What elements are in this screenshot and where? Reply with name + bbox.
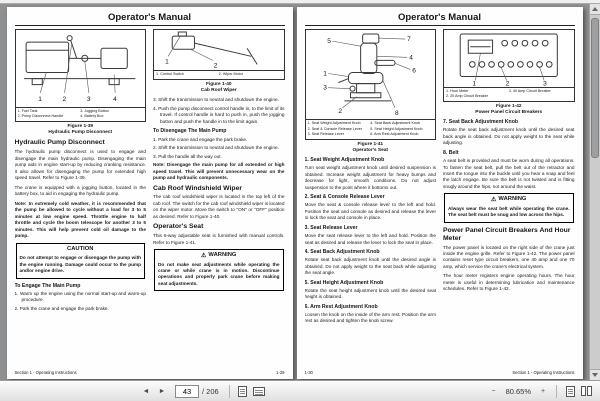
warning-box — [154, 249, 284, 291]
section-heading: Hydraulic Pump Disconnect — [14, 139, 105, 147]
figure-label: 3. 40 Amp Circuit Breaker — [508, 88, 551, 93]
figure-label: 3. Jogging Button — [80, 108, 109, 113]
list-step: 2. Shift the transmission to neutral and shutdown the engine. — [153, 145, 279, 151]
section-heading: 5. Seat Height Adjustment Knob — [304, 279, 384, 286]
figure-label: 2. Seat & Console Release Lever — [307, 126, 363, 131]
figure-label: 1. Control Switch — [156, 72, 184, 77]
manual-page-left — [7, 7, 293, 379]
list-step: 3. Shift the transmission to neutral and shutdown the engine. — [153, 97, 279, 103]
hydraulic-pump-disconnect-diagram — [16, 30, 146, 107]
svg-text:5: 5 — [326, 38, 331, 46]
figure-label: 2. Wiper Motor — [218, 72, 243, 77]
figure-label: 4. Seat Back Adjustment Knob — [370, 121, 421, 126]
figure-labels — [444, 87, 574, 101]
svg-text:3: 3 — [86, 95, 90, 103]
figure-1-41 — [305, 29, 437, 140]
next-page-button[interactable]: ► — [158, 387, 166, 395]
page-footer — [305, 368, 575, 375]
figure-caption: Figure 1-39 Hydraulic Pump Disconnect — [48, 123, 113, 136]
paragraph: Move the seat release lever to the left and hold. Position the seat as desired and release the lever to lock the seat in place. — [304, 233, 436, 245]
two-page-view-icon — [581, 386, 592, 396]
figure-label: 5. Seat Height Adjustment Knob — [370, 126, 423, 131]
scrollbar-up-button[interactable] — [590, 4, 600, 15]
svg-text:8: 8 — [394, 109, 399, 117]
vertical-scrollbar[interactable] — [589, 4, 600, 380]
paragraph: This 6-way adjustable seat is furnished with manual controls. Refer to Figure 1-41. — [153, 233, 285, 245]
svg-text:6: 6 — [411, 67, 416, 75]
section-heading: 8. Belt — [443, 149, 459, 156]
paragraph: Loosen the knob on the inside of the arm rest. Position the arm rest as desired and tighten the knob screw. — [304, 311, 436, 324]
figure-labels — [154, 70, 284, 79]
section-heading: Cab Roof Windshield Wiper — [153, 184, 242, 192]
prev-page-button[interactable]: ◄ — [142, 387, 150, 395]
paragraph: The cab roof windshield wiper is located in the top left of the cab roof. The switch for the cab roof windshield wiper is located on the wiper motor. Move the switch to "ON" or "OFF" position as desired. Refer to Figure 1-40. — [153, 194, 285, 219]
right-page-column-1 — [305, 29, 437, 368]
svg-text:1: 1 — [322, 70, 327, 78]
cab-roof-wiper-diagram — [154, 30, 284, 70]
svg-text:1: 1 — [165, 58, 169, 66]
paragraph: The hydraulic pump disconnect is used to engage and disengage the main hydraulic pump. Disengaging the main pump aids in engine start-up by reducing cranking resistance. It also allows for disengaging the pump for extended high speed travel. Refer to Figure 1-39. — [14, 149, 146, 181]
section-heading: To Disengage The Main Pump — [153, 128, 227, 135]
svg-text:4: 4 — [112, 95, 117, 103]
paragraph: Rotate seat back adjustment knob until the desired angle is obtained. Do not apply weight to the seat back while adjusting the seat angle. — [304, 257, 436, 276]
document-area — [0, 7, 589, 379]
paragraph: Move the seat & console release lever to the left and hold. Position the seat and console as desired and release the lever to lock the seat and console in place. — [304, 202, 436, 221]
warning-title: WARNING — [208, 252, 237, 259]
warning-title: WARNING — [498, 196, 527, 203]
two-page-view-button[interactable] — [578, 384, 594, 399]
svg-text:2: 2 — [213, 62, 218, 70]
svg-text:1: 1 — [37, 95, 42, 103]
svg-text:1: 1 — [472, 80, 476, 87]
svg-text:2: 2 — [505, 80, 510, 87]
page-navigation — [175, 385, 219, 398]
zoom-in-button[interactable]: + — [540, 387, 546, 395]
svg-text:7: 7 — [406, 36, 411, 44]
footer-page-number: 1-30 — [304, 370, 313, 375]
page-title: Operator's Manual — [15, 12, 285, 26]
figure-1-39 — [15, 29, 147, 122]
caution-box — [16, 243, 146, 279]
caution-title: CAUTION — [67, 245, 94, 252]
zoom-out-button[interactable]: − — [491, 387, 496, 395]
manual-page-right — [297, 7, 583, 379]
warning-triangle-icon: ⚠ — [491, 197, 497, 204]
section-heading: 2. Seat & Console Release Lever — [304, 194, 385, 201]
fit-width-button[interactable] — [251, 384, 267, 399]
warning-text: Always wear the seat belt while operating the crane. The seat belt must be snug and low across the hips. — [448, 205, 570, 218]
figure-label: 3. Seat Release Lever — [307, 132, 344, 137]
section-heading: 4. Seat Back Adjustment Knob — [304, 249, 380, 256]
single-page-view-button[interactable] — [562, 384, 578, 399]
paragraph: Rotate the seat back adjustment knob until the desired seat back angle is obtained. Do not apply weight to the seat while adjusting. — [443, 127, 575, 146]
top-toolbar-edge — [0, 0, 600, 4]
page-footer — [15, 368, 285, 375]
svg-text:2: 2 — [337, 107, 342, 115]
footer-section-label: Section 1 - Operating Instructions — [512, 370, 575, 375]
paragraph: Rotate the seat height adjustment knob until the desired seat height is obtained. — [304, 287, 436, 300]
page-number-input[interactable] — [175, 385, 199, 398]
section-heading: Power Panel Circuit Breakers And Hour Meter — [443, 226, 571, 242]
section-heading: 6. Arm Rest Adjustment Knob — [304, 303, 378, 310]
figure-label: 2. Pump Disconnect Handle — [17, 114, 64, 119]
caution-text: Do not attempt to engage or disengage the pump with the engine running. Damage could occur to the pump and/or engine drive. — [19, 255, 141, 274]
footer-page-number: 1-29 — [276, 370, 285, 375]
svg-text:3: 3 — [322, 84, 327, 92]
page-title: Operator's Manual — [305, 12, 575, 26]
scrollbar-thumb[interactable] — [591, 18, 599, 158]
list-step: 2. Park the crane and engage the park brake. — [14, 305, 109, 311]
figure-label: 1. Hour Meter — [446, 88, 469, 93]
single-page-view-icon — [566, 386, 575, 397]
section-heading: 7. Seat Back Adjustment Knob — [443, 119, 519, 126]
figure-labels — [16, 107, 146, 121]
figure-label: 1. Fuel Tank — [17, 108, 38, 113]
svg-text:3: 3 — [543, 80, 547, 87]
left-page-column-2 — [153, 29, 285, 368]
paragraph: The power panel is located on the right side of the crane just inside the engine grille. Refer to Figure 1-42. The power panel contains reset type circuit breakers, one 40 amp and one 70 amp, which service the crane's electrical system. — [443, 244, 575, 269]
section-heading: 1. Seat Weight Adjustment Knob — [304, 157, 385, 164]
list-step: 1. Warm up the engine using the normal start-up and warm-up procedure. — [14, 290, 146, 303]
toolbar-separator — [556, 385, 557, 398]
list-step: 3. Pull the handle all the way out. — [153, 153, 222, 159]
toolbar-separator — [229, 385, 230, 398]
note-text: Note: Disengage the main pump for all extended or high speed travel. This will prevent unnecessary wear on the pump and hydraulic components. — [153, 162, 285, 181]
paragraph: A seat belt is provided and must be worn during all operations. To fasten the seat belt, pull the belt out of the retractor and insert the tongue into the buckle until you hear a snap and feel the latch engage. Be sure the belt is not twisted and is fitting snugly around the hips, not around the waist. — [443, 158, 575, 189]
section-heading: Operator's Seat — [153, 223, 204, 231]
warning-triangle-icon: ⚠ — [201, 253, 207, 260]
svg-text:4: 4 — [408, 54, 413, 62]
figure-label: 1. Seat Weight Adjustment Knob — [307, 121, 361, 126]
note-text: Note: In extremely cold weather, it is recommended that the pump be allowed to cycle without a load for 3 to 5 minutes at low engine speed. Throttle engine to half throttle and cycle the boom telescope for another 3 to 5 minutes. This will help prevent cold oil damage to the pump. — [14, 200, 146, 239]
left-page-column-1 — [15, 29, 147, 368]
list-step: 4. Push the pump disconnect control handle in, to the limit of its travel. If control handle is hard to push in, push the jogging button and push the handle in to the limit again. — [153, 105, 285, 124]
svg-text:2: 2 — [62, 95, 66, 103]
right-page-column-2 — [443, 29, 575, 368]
figure-1-42 — [443, 29, 575, 102]
figure-caption: Figure 1-40 Cab Roof Wiper — [200, 82, 237, 94]
zoom-level-label: 80.65% — [505, 386, 531, 396]
page-count-label: / 206 — [202, 386, 219, 396]
paragraph: The hour meter registers engine operating hours. The hour meter is useful in determining lubrication and maintenance schedules. Refer to Figure 1-42. — [443, 273, 575, 292]
section-heading: To Engage The Main Pump — [14, 282, 81, 289]
footer-section-label: Section 1 - Operating Instructions — [14, 370, 77, 375]
figure-label: 2. 20 Amp Circuit Breaker — [446, 94, 489, 99]
figure-caption: Figure 1-41 Operator's Seat — [352, 141, 389, 153]
figure-label: 4. Battery Box — [80, 114, 104, 119]
list-step: 1. Park the crane and engage the park brake. — [153, 136, 248, 142]
fit-page-button[interactable] — [235, 384, 251, 399]
bottom-toolbar — [0, 380, 600, 401]
fit-page-icon — [238, 386, 247, 397]
paragraph: The crane is equipped with a jogging button, located in the battery box, to aid in engaging the hydraulic pump. — [14, 184, 146, 197]
section-heading: 3. Seat Release Lever — [304, 224, 358, 231]
power-panel-diagram — [444, 30, 574, 87]
paragraph: Turn seat weight adjustment knob until desired suspension is obtained. Increase weight adjustment for heavy bumps and decrease for light, smooth conditions. Do not adjust suspension to the point where it bottoms out. — [304, 165, 436, 190]
figure-label: 6. Arm Rest Adjustment Knob — [370, 132, 419, 137]
scrollbar-down-button[interactable] — [590, 369, 600, 380]
fit-width-icon — [253, 387, 265, 396]
warning-text: Do not make seat adjustments while operating the crane or while crane is in motion. Discontinue operations and properly park crane before making seat adjustments. — [158, 261, 280, 286]
figure-labels — [306, 119, 436, 139]
operators-seat-diagram — [306, 30, 436, 119]
warning-box — [444, 193, 574, 222]
figure-caption: Figure 1-42 Power Panel Circuit Breakers — [475, 103, 543, 115]
figure-1-40 — [153, 29, 285, 80]
